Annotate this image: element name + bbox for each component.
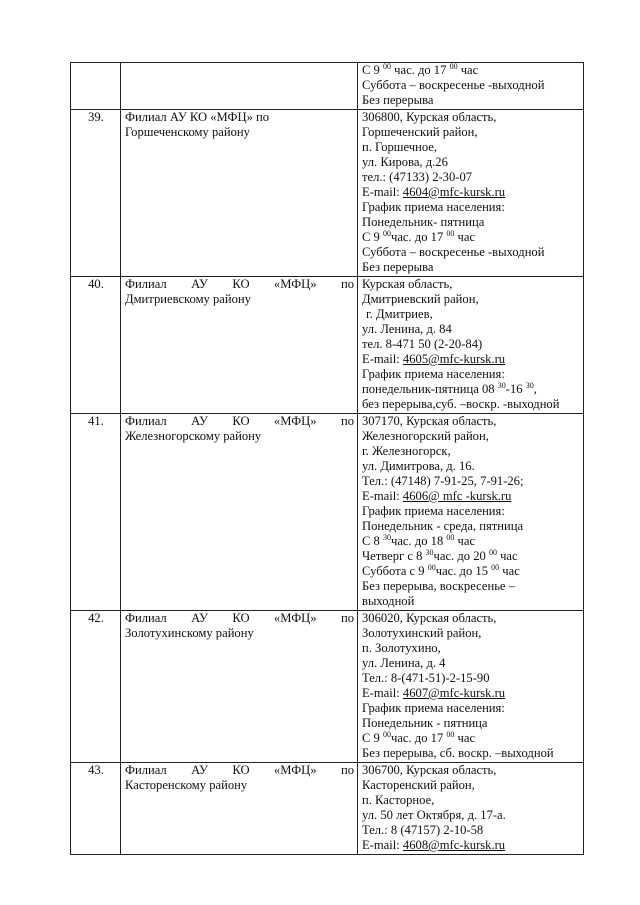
contact-text: выходной xyxy=(362,594,415,608)
contact-line xyxy=(362,594,580,609)
contact-text: 306700, Курская область, xyxy=(362,763,497,777)
time-superscript: 00 xyxy=(449,62,458,71)
contact-line xyxy=(362,93,580,108)
contact-text: График приема населения: xyxy=(362,504,505,518)
contact-text: час. до 17 xyxy=(391,63,450,77)
contact-line xyxy=(362,549,580,564)
contact-text: час. до 18 xyxy=(391,534,447,548)
contact-text: E-mail: xyxy=(362,352,403,366)
branch-contact-cell xyxy=(358,63,584,110)
email-link[interactable]: 4604@mfc-kursk.ru xyxy=(402,185,506,199)
contact-line xyxy=(362,185,580,200)
row-number: 42. xyxy=(71,611,121,763)
time-superscript: 00 xyxy=(491,563,500,572)
branches-table-body xyxy=(71,63,584,855)
contact-text: час xyxy=(454,230,476,244)
row-number: 41. xyxy=(71,414,121,611)
contact-text: час. до 15 xyxy=(435,564,492,578)
time-superscript: 00 xyxy=(383,730,391,739)
contact-text: ул. Кирова, д.26 xyxy=(362,155,448,169)
contact-line xyxy=(362,414,580,429)
contact-text: ул. Ленина, д. 84 xyxy=(362,322,452,336)
contact-line xyxy=(362,155,580,170)
contact-text: Горшеченский район, xyxy=(362,125,478,139)
table-row xyxy=(71,763,584,855)
contact-line xyxy=(362,611,580,626)
contact-line xyxy=(362,352,580,367)
branch-district: Железногорскому району xyxy=(125,429,262,443)
time-superscript: 30 xyxy=(383,533,391,542)
contact-text: без перерыва,суб. –воскр. -выходной xyxy=(362,397,560,411)
time-superscript: 00 xyxy=(446,730,455,739)
contact-line xyxy=(362,292,580,307)
contact-text: Тел.: 8-(471-51)-2-15-90 xyxy=(362,671,490,685)
branch-district: Золотухинскому району xyxy=(125,626,254,640)
branch-contact-cell xyxy=(358,763,584,855)
contact-text: час xyxy=(454,731,476,745)
contact-line xyxy=(362,397,580,412)
contact-line xyxy=(362,716,580,731)
contact-text: E-mail: xyxy=(362,489,403,503)
contact-text: ул. Ленина, д. 4 xyxy=(362,656,446,670)
contact-text: час xyxy=(454,534,476,548)
email-link[interactable]: 4606@ mfc -kursk.ru xyxy=(402,489,512,503)
contact-line xyxy=(362,701,580,716)
contact-text: Касторенский район, xyxy=(362,778,475,792)
contact-line xyxy=(362,125,580,140)
row-number xyxy=(71,63,121,110)
time-superscript: 30 xyxy=(525,381,534,390)
email-link[interactable]: 4605@mfc-kursk.ru xyxy=(402,352,506,366)
contact-text: час xyxy=(457,63,479,77)
branch-name-cell xyxy=(121,63,358,110)
contact-text: Суббота с 9 xyxy=(362,564,428,578)
branch-contact-cell xyxy=(358,414,584,611)
contact-line xyxy=(362,277,580,292)
contact-text: Понедельник - пятница xyxy=(362,716,488,730)
contact-text: С 9 xyxy=(362,230,383,244)
contact-line xyxy=(362,823,580,838)
contact-line xyxy=(362,793,580,808)
contact-line xyxy=(362,170,580,185)
branch-name-cell xyxy=(121,110,358,277)
contact-text: час. до 17 xyxy=(391,731,447,745)
contact-line xyxy=(362,307,580,322)
contact-text: тел.: (47133) 2-30-07 xyxy=(362,170,473,184)
time-superscript: 00 xyxy=(446,229,455,238)
contact-text: , xyxy=(533,382,537,396)
contact-line xyxy=(362,110,580,125)
contact-text: С 9 xyxy=(362,731,383,745)
contact-text: час xyxy=(499,564,520,578)
contact-text: час xyxy=(496,549,518,563)
contact-line xyxy=(362,382,580,397)
contact-line xyxy=(362,429,580,444)
contact-line xyxy=(362,215,580,230)
contact-line xyxy=(362,444,580,459)
branch-name-cell xyxy=(121,414,358,611)
time-superscript: 30 xyxy=(425,548,434,557)
time-superscript: 00 xyxy=(383,62,391,71)
branch-district: Горшеченскому району xyxy=(125,125,250,139)
contact-text: Без перерыва, воскресенье – xyxy=(362,579,515,593)
contact-line xyxy=(362,230,580,245)
email-link[interactable]: 4608@mfc-kursk.ru xyxy=(402,838,506,852)
table-row xyxy=(71,110,584,277)
contact-line xyxy=(362,731,580,746)
contact-line xyxy=(362,489,580,504)
branch-name-line: Филиал АУ КО «МФЦ» по xyxy=(125,414,354,428)
branch-district: Дмитриевскому району xyxy=(125,292,251,306)
contact-text: г. Дмитриев, xyxy=(366,307,433,321)
contact-line xyxy=(362,200,580,215)
contact-line xyxy=(362,459,580,474)
time-superscript: 00 xyxy=(427,563,436,572)
branch-name-line: Филиал АУ КО «МФЦ» по xyxy=(125,611,354,625)
contact-text: час. до 17 xyxy=(391,230,447,244)
contact-text: E-mail: xyxy=(362,838,403,852)
contact-text: тел. 8-471 50 (2-20-84) xyxy=(362,337,483,351)
contact-line xyxy=(362,322,580,337)
contact-line xyxy=(362,367,580,382)
contact-text: 306020, Курская область, xyxy=(362,611,497,625)
table-row xyxy=(71,63,584,110)
contact-line xyxy=(362,626,580,641)
contact-text: 306800, Курская область, xyxy=(362,110,497,124)
table-row xyxy=(71,414,584,611)
contact-text: Без перерыва xyxy=(362,260,434,274)
contact-text: ул. 50 лет Октября, д. 17-а. xyxy=(362,808,506,822)
branch-name-cell xyxy=(121,611,358,763)
contact-text: Без перерыва, сб. воскр. –выходной xyxy=(362,746,554,760)
contact-line xyxy=(362,78,580,93)
contact-text: График приема населения: xyxy=(362,367,505,381)
contact-text: Без перерыва xyxy=(362,93,434,107)
contact-line xyxy=(362,641,580,656)
branches-table xyxy=(70,62,584,855)
contact-text: Тел.: 8 (47157) 2-10-58 xyxy=(362,823,484,837)
contact-text: п. Горшечное, xyxy=(362,140,438,154)
contact-line xyxy=(362,63,580,78)
table-row xyxy=(71,611,584,763)
branch-contact-cell xyxy=(358,277,584,414)
contact-line xyxy=(362,337,580,352)
contact-line xyxy=(362,838,580,853)
contact-text: Понедельник- пятница xyxy=(362,215,485,229)
contact-text: С 9 xyxy=(362,63,383,77)
contact-line xyxy=(362,808,580,823)
contact-text: понедельник-пятница 08 xyxy=(362,382,498,396)
contact-text: час. до 20 xyxy=(433,549,489,563)
contact-text: г. Железногорск, xyxy=(362,444,451,458)
branch-name-cell xyxy=(121,763,358,855)
row-number: 39. xyxy=(71,110,121,277)
table-row xyxy=(71,277,584,414)
contact-line xyxy=(362,519,580,534)
contact-text: График приема населения: xyxy=(362,701,505,715)
contact-text: С 8 xyxy=(362,534,383,548)
contact-text: График приема населения: xyxy=(362,200,505,214)
branch-name-line: Филиал АУ КО «МФЦ» по xyxy=(125,763,354,777)
contact-line xyxy=(362,140,580,155)
time-superscript: 30 xyxy=(497,381,506,390)
contact-text: Понедельник - среда, пятница xyxy=(362,519,524,533)
row-number: 43. xyxy=(71,763,121,855)
contact-text: п. Золотухино, xyxy=(362,641,441,655)
contact-line xyxy=(362,579,580,594)
contact-line xyxy=(362,778,580,793)
contact-line xyxy=(362,245,580,260)
contact-text: Курская область, xyxy=(362,277,453,291)
time-superscript: 00 xyxy=(488,548,497,557)
contact-text: E-mail: xyxy=(362,185,403,199)
contact-line xyxy=(362,763,580,778)
contact-text: Дмитриевский район, xyxy=(362,292,479,306)
contact-text: -16 xyxy=(505,382,526,396)
contact-text: 307170, Курская область, xyxy=(362,414,497,428)
branch-name-line: Филиал АУ КО «МФЦ» по xyxy=(125,277,354,291)
email-link[interactable]: 4607@mfc-kursk.ru xyxy=(402,686,506,700)
contact-text: ул. Димитрова, д. 16. xyxy=(362,459,475,473)
contact-line xyxy=(362,671,580,686)
contact-line xyxy=(362,746,580,761)
branch-contact-cell xyxy=(358,110,584,277)
branch-name-line: Филиал АУ КО «МФЦ» по xyxy=(125,110,270,124)
contact-line xyxy=(362,534,580,549)
contact-line xyxy=(362,564,580,579)
branch-contact-cell xyxy=(358,611,584,763)
contact-text: Четверг с 8 xyxy=(362,549,426,563)
contact-line xyxy=(362,260,580,275)
contact-text: E-mail: xyxy=(362,686,403,700)
contact-line xyxy=(362,504,580,519)
contact-line xyxy=(362,656,580,671)
contact-text: п. Касторное, xyxy=(362,793,435,807)
time-superscript: 00 xyxy=(446,533,455,542)
branch-name-cell xyxy=(121,277,358,414)
contact-line xyxy=(362,474,580,489)
contact-text: Золотухинский район, xyxy=(362,626,482,640)
contact-line xyxy=(362,686,580,701)
contact-text: Суббота – воскресенье -выходной xyxy=(362,78,545,92)
branch-district: Касторенскому району xyxy=(125,778,248,792)
time-superscript: 00 xyxy=(383,229,391,238)
contact-text: Тел.: (47148) 7-91-25, 7-91-26; xyxy=(362,474,524,488)
row-number: 40. xyxy=(71,277,121,414)
contact-text: Суббота – воскресенье -выходной xyxy=(362,245,545,259)
contact-text: Железногорский район, xyxy=(362,429,489,443)
